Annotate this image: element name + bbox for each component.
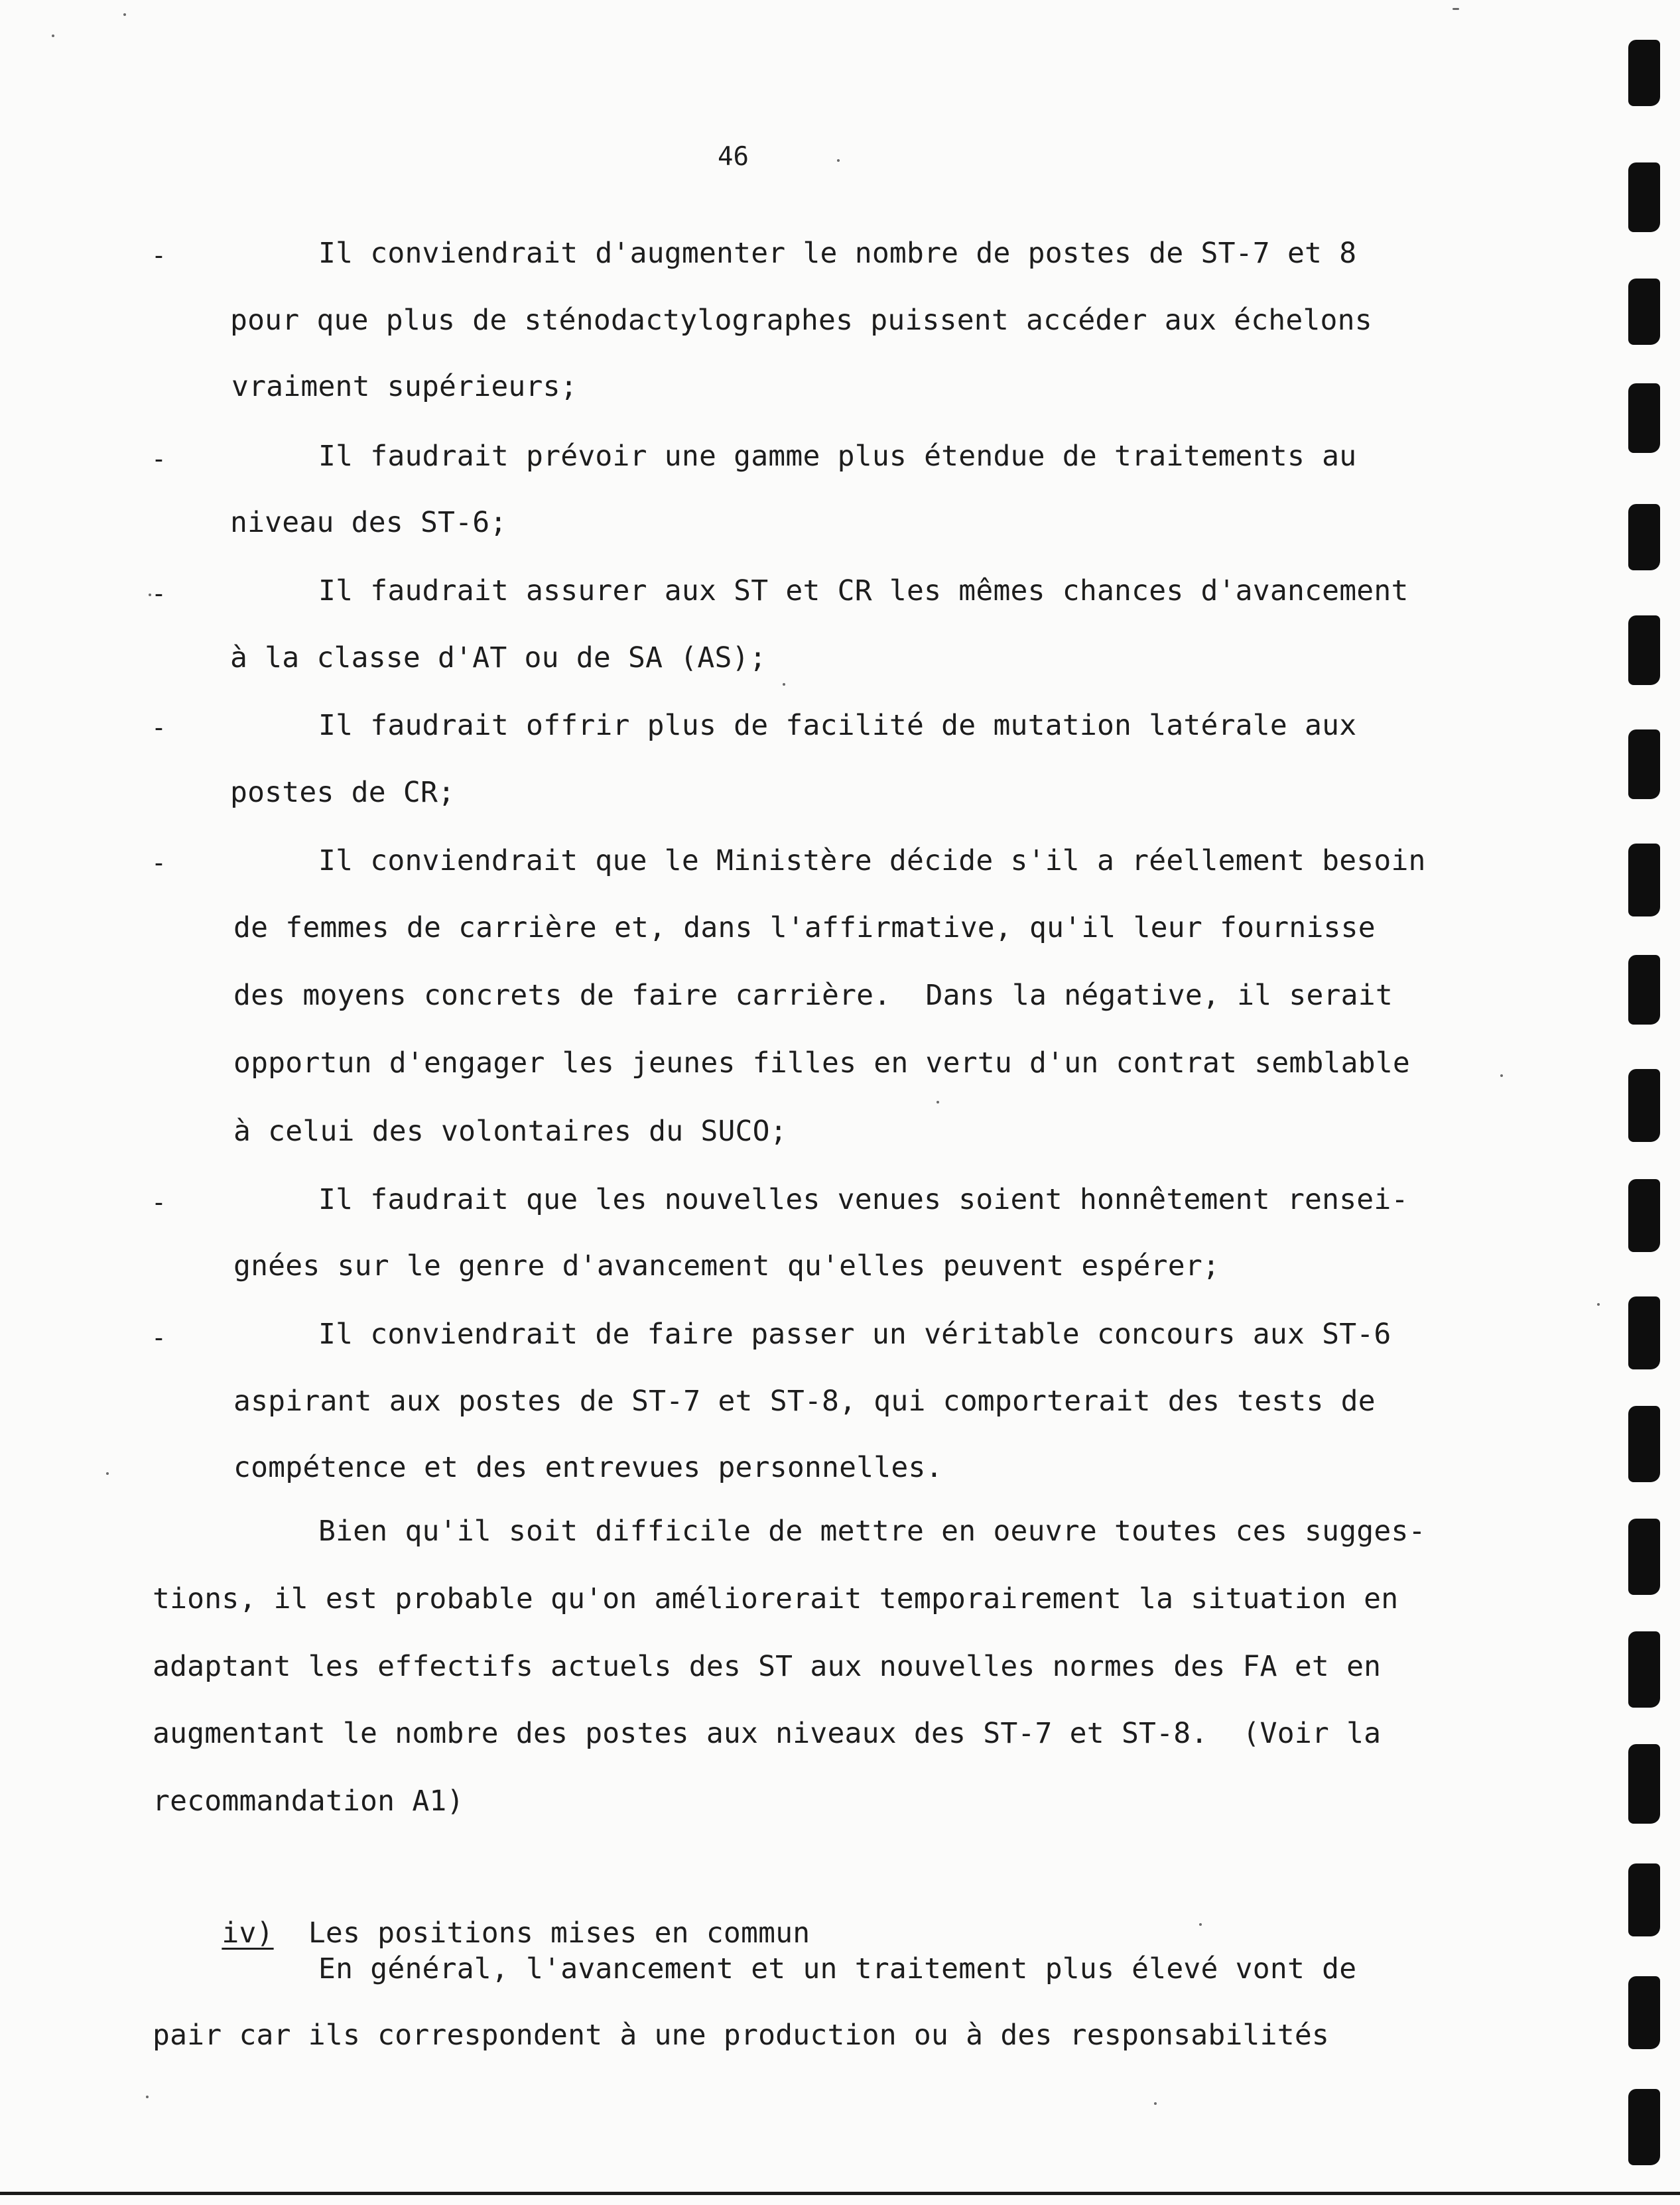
binding-mark bbox=[1628, 2089, 1660, 2165]
body-text-line: des moyens concrets de faire carrière. Dans la négative, il serait bbox=[233, 979, 1393, 1012]
binding-mark bbox=[1628, 844, 1660, 916]
body-text-line: compétence et des entrevues personnelles. bbox=[233, 1451, 943, 1484]
body-text-line: vraiment supérieurs; bbox=[231, 370, 578, 403]
binding-mark bbox=[1628, 1069, 1660, 1142]
binding-mark bbox=[1628, 504, 1660, 570]
scan-speck bbox=[52, 34, 54, 37]
section-number: iv) bbox=[222, 1917, 274, 1950]
binding-mark bbox=[1628, 1631, 1660, 1708]
body-text-line: Bien qu'il soit difficile de mettre en oeuvre toutes ces sugges- bbox=[318, 1515, 1426, 1548]
scan-speck bbox=[1154, 2102, 1157, 2105]
body-text-line: de femmes de carrière et, dans l'affirmative, qu'il leur fournisse bbox=[233, 911, 1376, 944]
scan-speck bbox=[937, 1101, 939, 1103]
body-text-line: gnées sur le genre d'avancement qu'elles peuvent espérer; bbox=[233, 1249, 1220, 1283]
body-text-line: Il faudrait offrir plus de facilité de mutation latérale aux bbox=[318, 709, 1357, 742]
body-text-line: En général, l'avancement et un traitement plus élevé vont de bbox=[318, 1952, 1357, 1985]
body-text-line: à celui des volontaires du SUCO; bbox=[233, 1115, 787, 1148]
binding-mark bbox=[1628, 1744, 1660, 1824]
binding-mark bbox=[1628, 1179, 1660, 1252]
body-text-line: pour que plus de sténodactylographes puissent accéder aux échelons bbox=[230, 304, 1372, 337]
body-text-line: Il faudrait prévoir une gamme plus étendue de traitements au bbox=[318, 440, 1357, 473]
scan-speck bbox=[1453, 8, 1459, 10]
body-text-line: tions, il est probable qu'on améliorerait temporairement la situation en bbox=[153, 1582, 1399, 1615]
scan-speck bbox=[783, 683, 785, 686]
body-text-line: Il conviendrait que le Ministère décide s'il a réellement besoin bbox=[318, 844, 1426, 877]
bullet-dash: - bbox=[151, 713, 166, 742]
body-text-line: postes de CR; bbox=[230, 776, 456, 809]
binding-mark bbox=[1628, 1406, 1660, 1482]
body-text-line: Il faudrait assurer aux ST et CR les mêmes chances d'avancement bbox=[318, 574, 1409, 607]
body-text-line: recommandation A1) bbox=[153, 1785, 464, 1818]
binding-mark bbox=[1628, 279, 1660, 345]
binding-mark bbox=[1628, 1863, 1660, 1936]
scan-speck bbox=[1199, 1923, 1202, 1926]
binding-mark bbox=[1628, 383, 1660, 453]
page-number: 46 bbox=[718, 142, 749, 172]
binding-mark bbox=[1628, 1976, 1660, 2049]
bullet-dash: - bbox=[151, 1188, 166, 1217]
binding-mark bbox=[1628, 1519, 1660, 1595]
scan-speck bbox=[123, 13, 126, 16]
section-title: Les positions mises en commun bbox=[308, 1917, 810, 1950]
binding-mark bbox=[1628, 615, 1660, 685]
body-text-line: pair car ils correspondent à une production ou à des responsabilités bbox=[153, 2019, 1329, 2052]
body-text-line: Il conviendrait d'augmenter le nombre de postes de ST-7 et 8 bbox=[318, 237, 1357, 270]
body-text-line: Il conviendrait de faire passer un véritable concours aux ST-6 bbox=[318, 1318, 1391, 1351]
body-text-line: adaptant les effectifs actuels des ST aux nouvelles normes des FA et en bbox=[153, 1650, 1382, 1683]
page-bottom-edge bbox=[0, 2192, 1680, 2195]
body-text-line: opportun d'engager les jeunes filles en vertu d'un contrat semblable bbox=[233, 1046, 1410, 1080]
scan-speck bbox=[146, 2096, 149, 2098]
bullet-dash: - bbox=[151, 579, 166, 608]
binding-mark bbox=[1628, 162, 1660, 232]
binding-mark bbox=[1628, 40, 1660, 106]
body-text-line: Il faudrait que les nouvelles venues soient honnêtement rensei- bbox=[318, 1183, 1409, 1216]
bullet-dash: - bbox=[151, 241, 166, 270]
bullet-dash: - bbox=[151, 444, 166, 473]
binding-mark bbox=[1628, 955, 1660, 1025]
body-text-line: augmentant le nombre des postes aux niveaux des ST-7 et ST-8. (Voir la bbox=[153, 1717, 1382, 1750]
scan-speck bbox=[149, 594, 151, 596]
bullet-dash: - bbox=[151, 848, 166, 877]
scan-speck bbox=[1500, 1074, 1503, 1077]
scan-speck bbox=[1597, 1303, 1600, 1306]
binding-mark bbox=[1628, 1296, 1660, 1369]
bullet-dash: - bbox=[151, 1323, 166, 1352]
scan-speck bbox=[106, 1472, 109, 1475]
scan-speck bbox=[837, 159, 840, 162]
body-text-line: aspirant aux postes de ST-7 et ST-8, qui comporterait des tests de bbox=[233, 1385, 1376, 1418]
body-text-line: niveau des ST-6; bbox=[230, 506, 507, 539]
binding-mark bbox=[1628, 729, 1660, 799]
body-text-line: à la classe d'AT ou de SA (AS); bbox=[230, 641, 767, 674]
